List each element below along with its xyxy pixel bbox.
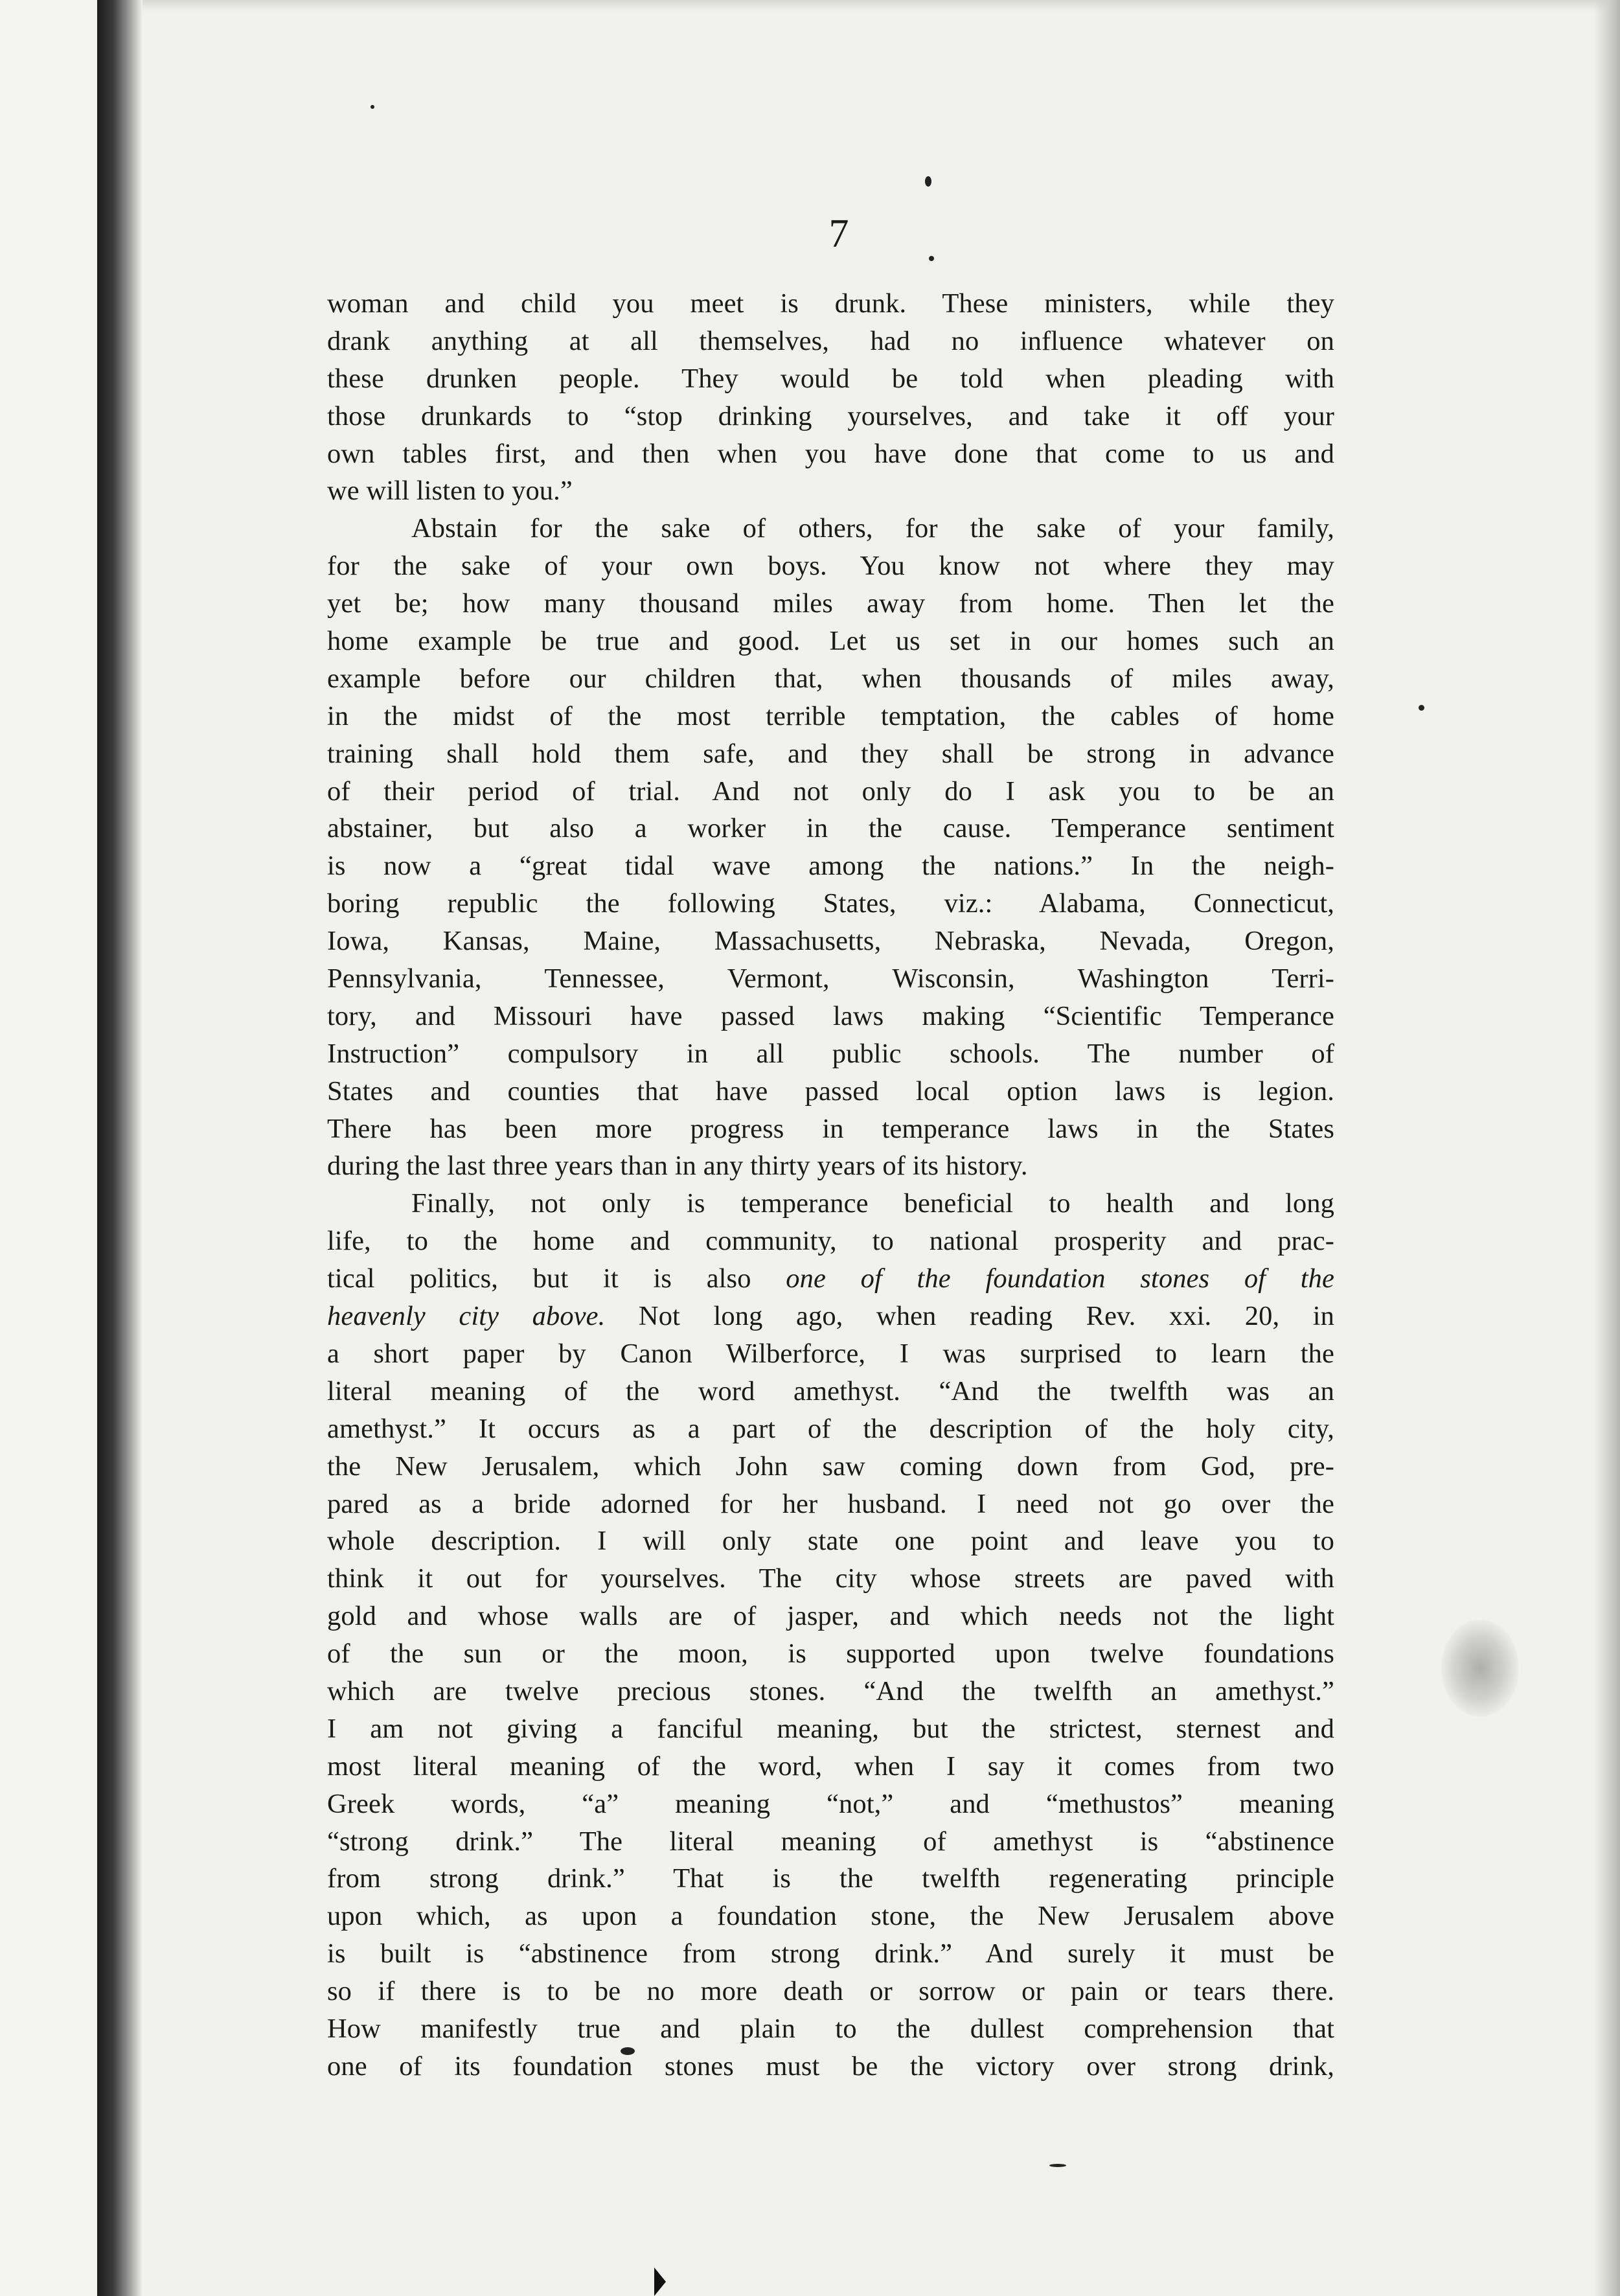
text-run: Not long ago, when reading Rev. xxi. 20, in	[638, 1301, 1334, 1332]
text-line: upon which, as upon a foundation stone, the New Jerusalem above	[327, 1901, 1334, 1932]
text-line: woman and child you meet is drunk. These ministers, while they	[327, 288, 1334, 319]
page-right-edge	[1594, 0, 1620, 2296]
text-line: most literal meaning of the word, when I say it comes from two	[327, 1751, 1334, 1782]
ink-speck	[371, 105, 374, 109]
text-line: these drunken people. They would be told when pleading with	[327, 363, 1334, 394]
text-line: drank anything at all themselves, had no influence whatever on	[327, 325, 1334, 356]
text-line: yet be; how many thousand miles away from home. Then let the	[327, 588, 1334, 619]
paper-stain	[1441, 1620, 1519, 1717]
text-line	[327, 1260, 1334, 1298]
page-top-edge	[143, 0, 1620, 12]
text-line: States and counties that have passed local option laws is legion.	[327, 1075, 1334, 1107]
text-line: so if there is to be no more death or sorrow or pain or tears there.	[327, 1976, 1334, 2007]
text-line: think it out for yourselves. The city whose streets are paved with	[327, 1563, 1334, 1594]
text-line: gold and whose walls are of jasper, and which needs not the light	[327, 1601, 1334, 1632]
text-line: pared as a bride adorned for her husband. I need not go over the	[327, 1488, 1334, 1519]
text-run: tical politics, but it is also	[327, 1263, 751, 1294]
text-line: which are twelve precious stones. “And the twelfth an amethyst.”	[327, 1675, 1334, 1706]
text-line: abstainer, but also a worker in the cause. Temperance sentiment	[327, 813, 1334, 844]
body-text	[327, 285, 1334, 2085]
text-line: training shall hold them safe, and they shall be strong in advance	[327, 738, 1334, 769]
text-line: I am not giving a fanciful meaning, but the strictest, sternest and	[327, 1713, 1334, 1744]
text-line: is now a “great tidal wave among the nations.” In the neigh-	[327, 851, 1334, 882]
italic-phrase: heavenly city above.	[327, 1301, 606, 1332]
text-line	[327, 1298, 1334, 1335]
text-line: “strong drink.” The literal meaning of amethyst is “abstinence	[327, 1826, 1334, 1857]
ink-speck	[925, 176, 931, 187]
text-line: amethyst.” It occurs as a part of the description of the holy city,	[327, 1413, 1334, 1444]
bottom-binding-mark	[654, 2267, 666, 2296]
text-line: during the last three years than in any thirty years of its history.	[327, 1151, 1028, 1182]
text-line: example before our children that, when thousands of miles away,	[327, 663, 1334, 694]
text-line: for the sake of your own boys. You know not where they may	[327, 551, 1334, 582]
text-line: How manifestly true and plain to the dullest comprehension that	[327, 2013, 1334, 2044]
text-line: Abstain for the sake of others, for the sake of your family,	[411, 513, 1334, 544]
text-line: Iowa, Kansas, Maine, Massachusetts, Nebraska, Nevada, Oregon,	[327, 926, 1334, 957]
text-line: the New Jerusalem, which John saw coming down from God, pre-	[327, 1451, 1334, 1482]
binding-shadow	[97, 0, 143, 2296]
text-line: whole description. I will only state one point and leave you to	[327, 1526, 1334, 1557]
italic-phrase: one of the foundation stones of the	[786, 1263, 1334, 1294]
text-line: of the sun or the moon, is supported upon twelve foundations	[327, 1638, 1334, 1670]
text-line: is built is “abstinence from strong drink.” And surely it must be	[327, 1938, 1334, 1969]
ink-speck	[929, 256, 934, 261]
text-line: tory, and Missouri have passed laws making “Scientific Temperance	[327, 1000, 1334, 1031]
page-number: 7	[828, 212, 849, 256]
text-line: a short paper by Canon Wilberforce, I was surprised to learn the	[327, 1338, 1334, 1369]
text-line: home example be true and good. Let us set in our homes such an	[327, 626, 1334, 657]
text-line: one of its foundation stones must be the victory over strong drink,	[327, 2050, 1334, 2082]
text-line: in the midst of the most terrible temptation, the cables of home	[327, 700, 1334, 731]
text-line: from strong drink.” That is the twelfth regenerating principle	[327, 1863, 1334, 1894]
text-line: Pennsylvania, Tennessee, Vermont, Wisconsin, Washington Terri-	[327, 963, 1334, 994]
text-line: own tables first, and then when you have done that come to us and	[327, 438, 1334, 469]
text-line: life, to the home and community, to national prosperity and prac-	[327, 1226, 1334, 1257]
text-line: There has been more progress in temperance laws in the States	[327, 1113, 1334, 1144]
text-line: Greek words, “a” meaning “not,” and “methustos” meaning	[327, 1788, 1334, 1819]
text-line: we will listen to you.”	[327, 476, 573, 507]
text-line: Instruction” compulsory in all public schools. The number of	[327, 1038, 1334, 1069]
ink-speck	[1049, 2164, 1066, 2167]
text-line: boring republic the following States, viz.: Alabama, Connecticut,	[327, 888, 1334, 919]
facing-page-edge	[0, 0, 97, 2296]
text-line: those drunkards to “stop drinking yourselves, and take it off your	[327, 400, 1334, 431]
text-line: of their period of trial. And not only do I ask you to be an	[327, 775, 1334, 807]
text-line: Finally, not only is temperance beneficial to health and long	[411, 1188, 1334, 1219]
text-line: literal meaning of the word amethyst. “And the twelfth was an	[327, 1375, 1334, 1406]
ink-speck	[1419, 705, 1424, 711]
